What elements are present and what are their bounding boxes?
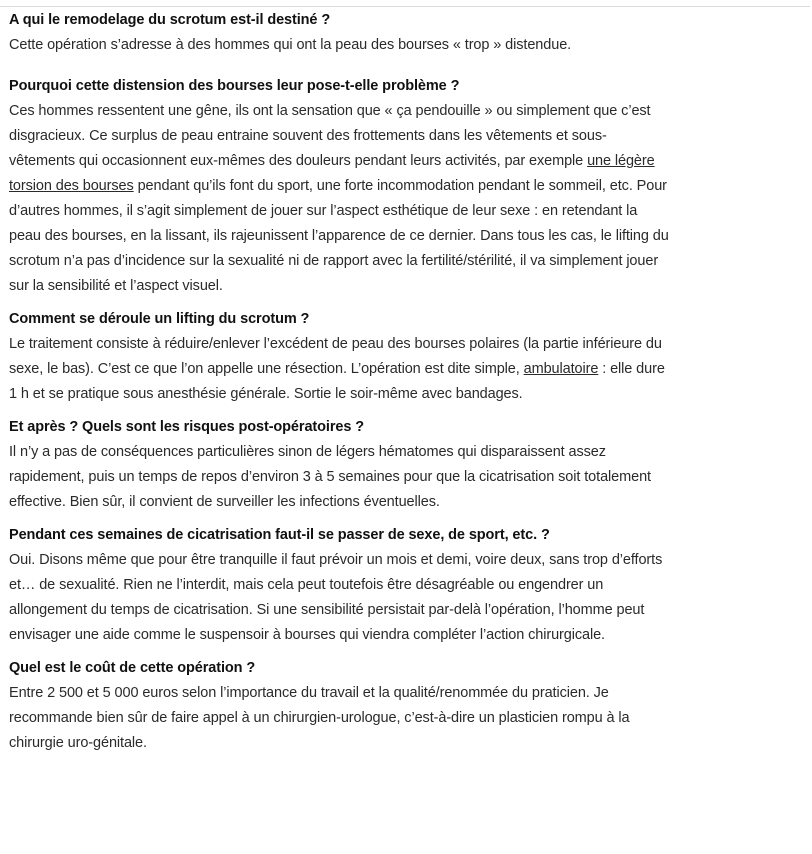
paragraph-text: Le traitement consiste à réduire/enlever l’excédent de peau des bourses polaires (la partie inférieure du sexe, le bas). C’est ce que l’on appelle une résection. L’opération est dite simple, bbox=[9, 336, 662, 377]
section-paragraph bbox=[9, 440, 669, 515]
section-paragraph bbox=[9, 332, 669, 407]
section-heading: Pendant ces semaines de cicatrisation faut-il se passer de sexe, de sport, etc. ? bbox=[9, 527, 550, 543]
section-heading: Comment se déroule un lifting du scrotum ? bbox=[9, 311, 310, 327]
section-paragraph bbox=[9, 99, 669, 299]
faq-section-problem bbox=[9, 74, 669, 299]
section-paragraph bbox=[9, 33, 669, 58]
faq-section-target bbox=[9, 8, 669, 58]
section-paragraph bbox=[9, 681, 669, 756]
paragraph-text: Cette opération s’adresse à des hommes qui ont la peau des bourses « trop » distendue. bbox=[9, 37, 572, 53]
section-heading: A qui le remodelage du scrotum est-il destiné ? bbox=[9, 12, 331, 28]
paragraph-text: Il n’y a pas de conséquences particulières sinon de légers hématomes qui disparaissent assez rapidement, puis un temps de repos d’environ 3 à 5 semaines pour que la cicatrisation soit totalement effective. Bien sûr, il convient de surveiller les infections éventuelles. bbox=[9, 444, 651, 510]
ambulatoire-link[interactable]: ambulatoire bbox=[523, 361, 599, 377]
section-paragraph bbox=[9, 548, 669, 648]
paragraph-text: Entre 2 500 et 5 000 euros selon l’importance du travail et la qualité/renommée du praticien. Je recommande bien sûr de faire appel à un chirurgien-urologue, c’est-à-dire un plasticien rompu à la chirurgie uro-génitale. bbox=[9, 685, 630, 751]
section-heading: Pourquoi cette distension des bourses leur pose-t-elle problème ? bbox=[9, 78, 460, 94]
section-heading: Quel est le coût de cette opération ? bbox=[9, 660, 256, 676]
torsion-link[interactable]: une légère torsion des bourses bbox=[9, 153, 655, 194]
top-divider bbox=[0, 6, 810, 7]
faq-section-risks bbox=[9, 415, 669, 515]
paragraph-text: : elle dure 1 h et se pratique sous anesthésie générale. Sortie le soir-même avec bandages. bbox=[9, 361, 665, 402]
faq-section-recovery bbox=[9, 523, 669, 648]
paragraph-text: Ces hommes ressentent une gêne, ils ont la sensation que « ça pendouille » ou simplement que c’est disgracieux. Ce surplus de peau entraine souvent des frottements dans les vêtements et sous-vêtements qui occasionnent eux-mêmes des douleurs pendant leurs activités, par exemple bbox=[9, 103, 651, 169]
article-body bbox=[9, 8, 669, 764]
faq-section-cost bbox=[9, 656, 669, 756]
paragraph-text: Oui. Disons même que pour être tranquille il faut prévoir un mois et demi, voire deux, sans trop d’efforts et… de sexualité. Rien ne l’interdit, mais cela peut toutefois être désagréable ou engendrer un allongement du temps de cicatrisation. Si une sensibilité persistait par-delà l’opération, l’homme peut envisager une aide comme le suspensoir à bourses qui viendra compléter l’action chirurgicale. bbox=[9, 552, 663, 643]
section-heading: Et après ? Quels sont les risques post-opératoires ? bbox=[9, 419, 364, 435]
faq-section-procedure bbox=[9, 307, 669, 407]
paragraph-text: pendant qu’ils font du sport, une forte incommodation pendant le sommeil, etc. Pour d’autres hommes, il s’agit simplement de jouer sur l’aspect esthétique de leur sexe : en retendant la peau des bourses, en la lissant, ils rajeunissent l’apparence de ce dernier. Dans tous les cas, le lifting du scrotum n’a pas d’incidence sur la sexualité ni de rapport avec la fertilité/stérilité, il va simplement jouer sur la sensibilité et l’aspect visuel. bbox=[9, 178, 669, 294]
